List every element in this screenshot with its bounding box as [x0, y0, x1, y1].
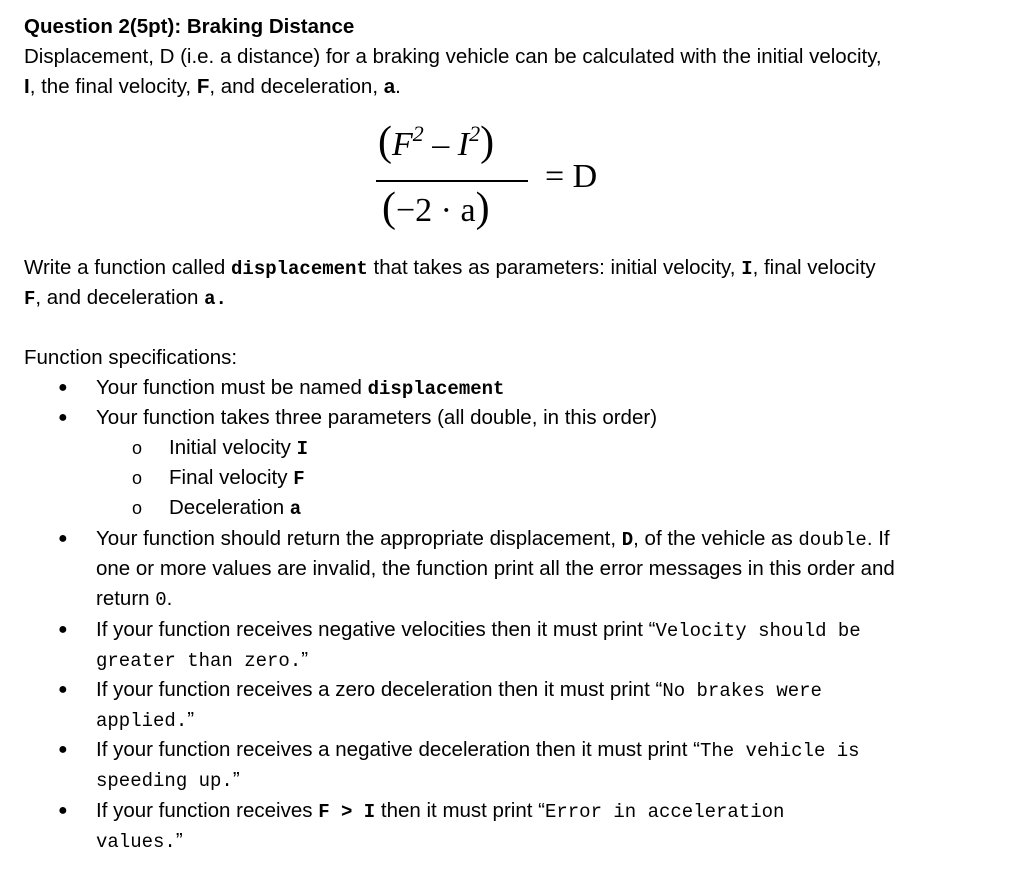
sub-bullet-icon: o: [132, 438, 143, 458]
formula-den-text: −2 · a: [396, 192, 476, 229]
sub-bullet-icon: o: [132, 468, 143, 488]
spec-item-params: Your function takes three parameters (all double, in this order): [96, 406, 658, 429]
param-initial: [169, 433, 308, 464]
bullet-icon: ●: [58, 681, 68, 698]
spec-item-return-l1: [96, 524, 890, 555]
formula-exp: 2: [412, 121, 424, 146]
function-name: displacement: [367, 378, 505, 400]
param-final: [169, 463, 305, 494]
sub-bullet-icon: o: [132, 498, 143, 518]
spec-text: .: [166, 587, 173, 610]
param-i: I: [741, 258, 753, 280]
spec-text: return: [96, 587, 156, 610]
question-heading: Question 2(5pt): Braking Distance: [24, 15, 355, 38]
spec-item-acceleration-l2: [96, 826, 183, 857]
spec-text: Your function must be named: [96, 376, 368, 399]
spec-text: then it must print “: [375, 799, 545, 822]
bullet-icon: ●: [58, 409, 68, 426]
type-double: double: [798, 529, 867, 551]
bullet-icon: ●: [58, 741, 68, 758]
error-message: No brakes were: [662, 680, 822, 702]
spec-item-return-l2: one or more values are invalid, the function print all the error messages in this order and: [96, 557, 895, 580]
var-a: a: [383, 75, 396, 98]
error-message: Error in acceleration: [544, 801, 785, 823]
error-message: greater than zero.: [96, 650, 302, 672]
formula-numerator: $(F^2 - I^2)$: [378, 119, 495, 165]
bullet-icon: ●: [58, 802, 68, 819]
error-message: applied.: [96, 710, 188, 732]
return-zero: 0: [155, 589, 167, 611]
error-message: The vehicle is: [699, 740, 860, 762]
condition-f-gt-i: F > I: [318, 801, 376, 823]
spec-text: , of the vehicle as: [633, 527, 799, 550]
intro-line-1: Displacement, D (i.e. a distance) for a braking vehicle can be calculated with the initial velocity,: [24, 45, 882, 68]
formula-f: F: [392, 126, 413, 163]
formula-i: I: [457, 126, 470, 163]
spec-text: If your function receives: [96, 799, 319, 822]
formula-minus: –: [423, 126, 458, 163]
function-name: displacement: [231, 258, 368, 280]
spec-item-return-l3: [96, 584, 172, 615]
task-text: , and deceleration: [35, 286, 205, 309]
fraction-bar: [376, 180, 528, 182]
spec-item-negative-decel-l1: [96, 735, 860, 766]
spec-text: Your function should return the appropriate displacement,: [96, 527, 622, 550]
close-quote: ”: [232, 768, 240, 791]
param-f: F: [24, 288, 36, 310]
intro-text: .: [395, 75, 401, 98]
intro-text: , the final velocity,: [29, 75, 197, 98]
intro-text: , and deceleration,: [209, 75, 384, 98]
var-f: F: [196, 75, 210, 98]
task-text: that takes as parameters: initial velocity,: [367, 256, 742, 279]
param-a: a: [289, 498, 302, 520]
spec-text: If your function receives a zero deceleration then it must print “: [96, 678, 663, 701]
param-f: F: [293, 468, 305, 490]
spec-text: If your function receives negative velocities then it must print “: [96, 618, 656, 641]
displacement-formula: [370, 118, 670, 238]
close-quote: ”: [187, 708, 195, 731]
error-message: speeding up.: [96, 770, 233, 792]
spec-text: Final velocity: [169, 466, 294, 489]
param-decel: [169, 493, 301, 524]
param-d: D: [621, 529, 634, 551]
close-quote: ”: [175, 829, 183, 852]
param-i: I: [296, 438, 309, 460]
spec-text: Initial velocity: [169, 436, 297, 459]
close-quote: ”: [301, 648, 309, 671]
spec-text: If your function receives a negative deceleration then it must print “: [96, 738, 700, 761]
intro-line-2: [24, 72, 401, 102]
task-text: Write a function called: [24, 256, 232, 279]
spec-item-name: [96, 373, 504, 404]
spec-item-zero-decel-l1: [96, 675, 822, 706]
param-a: a.: [204, 288, 227, 310]
var-i: I: [24, 75, 30, 98]
bullet-icon: ●: [58, 530, 68, 547]
bullet-icon: ●: [58, 379, 68, 396]
error-message: Velocity should be: [655, 620, 861, 642]
spec-text: Deceleration: [169, 496, 290, 519]
formula-denominator: (−2 · a): [382, 185, 490, 231]
spec-item-acceleration-l1: [96, 796, 784, 827]
spec-item-negative-velocity-l2: [96, 645, 308, 676]
task-text: , final velocity: [752, 256, 876, 279]
task-line-2: [24, 283, 227, 314]
formula-equals-d: = D: [545, 158, 598, 195]
formula-exp: 2: [469, 121, 481, 146]
error-message: values.: [96, 831, 176, 853]
spec-text: . If: [866, 527, 890, 550]
spec-item-negative-velocity-l1: [96, 615, 861, 646]
task-line-1: [24, 253, 876, 284]
spec-item-negative-decel-l2: [96, 765, 240, 796]
spec-heading: Function specifications:: [24, 346, 238, 369]
spec-item-zero-decel-l2: [96, 705, 194, 736]
bullet-icon: ●: [58, 621, 68, 638]
